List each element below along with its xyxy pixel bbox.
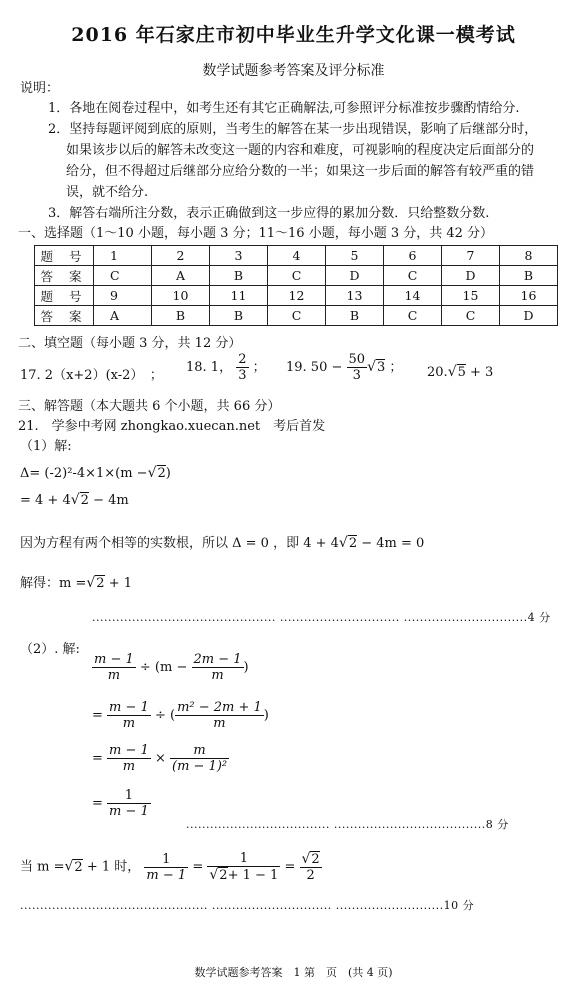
- operator: ÷ (m −: [139, 660, 188, 675]
- fraction: [107, 700, 151, 731]
- note-2-line-1: 2．坚持每题评阅到底的原则，当考生的解答在某一步出现错误，影响了后继部分时，: [48, 122, 538, 137]
- numerator: [300, 851, 322, 868]
- table-cell: 12: [268, 286, 326, 306]
- answer-18-suffix: ；: [252, 360, 266, 375]
- table-cell: 2: [152, 246, 210, 266]
- expr-line-2: [92, 700, 269, 731]
- row-label-question: 题 号: [35, 286, 94, 306]
- table-cell: D: [500, 306, 558, 326]
- numerator: 2m − 1: [193, 652, 242, 667]
- note-3: 3．解答右端所注分数，表示正确做到这一步应得的累加分数．只给整数分数.: [48, 206, 490, 221]
- table-cell: 13: [326, 286, 384, 306]
- score-line-4: .............................................. .............................. ...............................4 分: [92, 611, 551, 624]
- denominator: m: [122, 759, 136, 774]
- section-3-heading: 三、解答题（本大题共 6 个小题，共 66 分）: [18, 399, 281, 414]
- row-label-answer: 答 案: [35, 266, 94, 286]
- expr-line-3: [92, 743, 229, 774]
- answer-18: [186, 352, 266, 383]
- because-text: 因为方程有两个相等的实数根，所以 Δ = 0 ，即 4 + 4: [20, 536, 339, 551]
- radicand: 2: [219, 868, 228, 883]
- table-cell: A: [152, 266, 210, 286]
- operator: ÷ (: [154, 708, 176, 723]
- paren-close: ): [263, 708, 269, 723]
- sqrt-icon: √: [447, 364, 457, 380]
- table-cell: 11: [210, 286, 268, 306]
- sqrt-icon: √: [367, 359, 376, 375]
- table-cell: 14: [384, 286, 442, 306]
- answer-key-subtitle: 数学试题参考答案及评分标准: [202, 63, 385, 79]
- table-cell: C: [268, 266, 326, 286]
- numerator: 1: [144, 852, 188, 868]
- page-footer: 数学试题参考答案 1 第 页 (共 4 页): [194, 966, 393, 979]
- fraction: [144, 852, 188, 883]
- denominator: [207, 867, 280, 883]
- table-row: [35, 306, 558, 326]
- fraction: [207, 851, 280, 883]
- delta-tail: − 4m: [88, 493, 129, 508]
- sqrt-icon: √: [338, 535, 348, 551]
- table-cell: C: [384, 266, 442, 286]
- note-2-line-3: 给分，但不得超过后继部分应给分数的一半；如果这一步后面的解答有较严重的错: [66, 164, 535, 179]
- numerator: m − 1: [109, 700, 149, 715]
- table-cell: C: [442, 306, 500, 326]
- answer-19-prefix: 19. 50 −: [286, 360, 343, 375]
- table-cell: B: [210, 306, 268, 326]
- delta-line-1: [20, 465, 171, 481]
- radicand: 5: [457, 365, 466, 380]
- part-2-label: （2）. 解:: [20, 642, 80, 657]
- exam-title: 2016 年石家庄市初中毕业生升学文化课一模考试: [71, 24, 516, 46]
- denominator: m − 1: [109, 804, 149, 819]
- denominator: 3: [352, 368, 361, 383]
- table-cell: 7: [442, 246, 500, 266]
- denominator: m: [107, 668, 121, 683]
- notes-label: 说明：: [20, 81, 60, 96]
- table-cell: B: [500, 266, 558, 286]
- denominator: 3: [238, 368, 247, 383]
- table-cell: C: [94, 266, 152, 286]
- numerator: 50: [348, 352, 366, 367]
- fraction: [175, 700, 264, 731]
- denominator: m: [213, 716, 226, 731]
- delta-text: = 4 + 4: [20, 493, 71, 508]
- table-cell: 8: [500, 246, 558, 266]
- radicand: 3: [376, 360, 386, 375]
- sqrt-icon: √: [301, 851, 311, 867]
- paren-close: ): [243, 660, 249, 675]
- table-cell: B: [210, 266, 268, 286]
- answer-19-fraction: [347, 352, 368, 383]
- radicand: 2: [96, 576, 105, 591]
- when-tail: + 1 时，: [86, 859, 141, 875]
- radicand: 2: [74, 859, 83, 875]
- sqrt-icon: √: [64, 858, 74, 875]
- solve-line: [20, 572, 132, 591]
- fraction: [300, 851, 322, 883]
- numerator: m: [170, 743, 229, 759]
- expr-line-1: [92, 652, 249, 683]
- sqrt-icon: √: [147, 465, 157, 481]
- answer-20-prefix: 20.: [427, 365, 448, 380]
- answer-20: [427, 364, 493, 380]
- table-cell: D: [326, 266, 384, 286]
- table-cell: C: [384, 306, 442, 326]
- because-line: [20, 532, 424, 551]
- answer-19: [286, 352, 402, 383]
- when-text: 当 m =: [20, 859, 65, 875]
- score-line-10: ............................................... .............................. ...........................10 分: [20, 899, 475, 912]
- numerator: m − 1: [94, 652, 134, 667]
- equals: =: [92, 708, 103, 723]
- note-1: 1．各地在阅卷过程中，如考生还有其它正确解法,可参照评分标准按步骤酌情给分.: [48, 101, 520, 116]
- table-row: [35, 286, 558, 306]
- table-cell: 4: [268, 246, 326, 266]
- question-21-header: 21. 学参中考网 zhongkao.xuecan.net 考后首发: [18, 419, 326, 434]
- table-cell: 16: [500, 286, 558, 306]
- denominator: 2: [306, 868, 315, 883]
- table-row: [35, 266, 558, 286]
- table-cell: A: [94, 306, 152, 326]
- numerator: m² − 2m + 1: [177, 700, 262, 715]
- fraction: [170, 743, 229, 774]
- fraction: [92, 652, 136, 683]
- numerator: 2: [238, 352, 247, 367]
- table-cell: 5: [326, 246, 384, 266]
- table-row: [35, 246, 558, 266]
- equals: =: [284, 859, 296, 875]
- radicand: 2: [80, 493, 89, 508]
- fraction: [107, 788, 151, 819]
- score-line-8: .................................... ......................................8 分: [186, 818, 509, 831]
- section-2-heading: 二、填空题（每小题 3 分，共 12 分）: [18, 336, 242, 351]
- delta-text: Δ= (-2)²-4×1×(m −: [20, 466, 148, 481]
- fraction: [107, 743, 151, 774]
- table-cell: 9: [94, 286, 152, 306]
- denominator-tail: + 1 − 1: [227, 868, 279, 883]
- denominator: m: [122, 716, 136, 731]
- row-label-answer: 答 案: [35, 306, 94, 326]
- answer-table: [34, 245, 558, 326]
- table-cell: 1: [94, 246, 152, 266]
- solve-tail: + 1: [108, 576, 132, 591]
- answer-20-suffix: + 3: [470, 365, 494, 380]
- numerator: 1: [207, 851, 280, 867]
- equals: =: [92, 751, 103, 766]
- sqrt-icon: √: [86, 575, 96, 591]
- because-tail: − 4m = 0: [357, 536, 425, 551]
- answer-18-prefix: 18. 1，: [186, 360, 233, 375]
- radicand: 2: [348, 536, 358, 551]
- radicand: 2: [157, 466, 166, 481]
- denominator: m − 1: [146, 867, 187, 883]
- operator: ×: [154, 751, 166, 766]
- expr-line-4: [92, 788, 151, 819]
- note-2-line-2: 如果该步以后的解答未改变这一题的内容和难度，可视影响的程度决定后面部分的: [66, 143, 535, 158]
- radicand: 2: [311, 852, 320, 867]
- row-label-question: 题 号: [35, 246, 94, 266]
- part-1-label: （1）解:: [20, 439, 72, 454]
- table-cell: D: [442, 266, 500, 286]
- solve-text: 解得：m =: [20, 576, 87, 591]
- equals: =: [92, 796, 103, 811]
- table-cell: 6: [384, 246, 442, 266]
- denominator: m: [211, 668, 224, 683]
- numerator: m − 1: [109, 743, 149, 758]
- when-line: [20, 851, 322, 883]
- fraction: [192, 652, 244, 683]
- sqrt-icon: √: [70, 492, 80, 508]
- equals: =: [192, 859, 204, 875]
- answer-19-suffix: ；: [389, 360, 403, 375]
- delta-close: ): [165, 466, 171, 481]
- table-cell: 3: [210, 246, 268, 266]
- sqrt-icon: √: [209, 867, 219, 883]
- answer-18-fraction: [236, 352, 248, 383]
- table-cell: B: [326, 306, 384, 326]
- table-cell: C: [268, 306, 326, 326]
- denominator: (m − 1)²: [172, 759, 228, 774]
- table-cell: B: [152, 306, 210, 326]
- table-cell: 15: [442, 286, 500, 306]
- section-1-heading: 一、选择题（1～10 小题，每小题 3 分；11～16 小题，每小题 3 分，共 42 分）: [18, 226, 494, 241]
- delta-line-2: [20, 492, 129, 508]
- numerator: 1: [107, 788, 151, 804]
- note-2-line-4: 误，就不给分.: [66, 185, 149, 200]
- table-cell: 10: [152, 286, 210, 306]
- answer-17: 17. 2（x+2）(x-2） ；: [20, 368, 163, 383]
